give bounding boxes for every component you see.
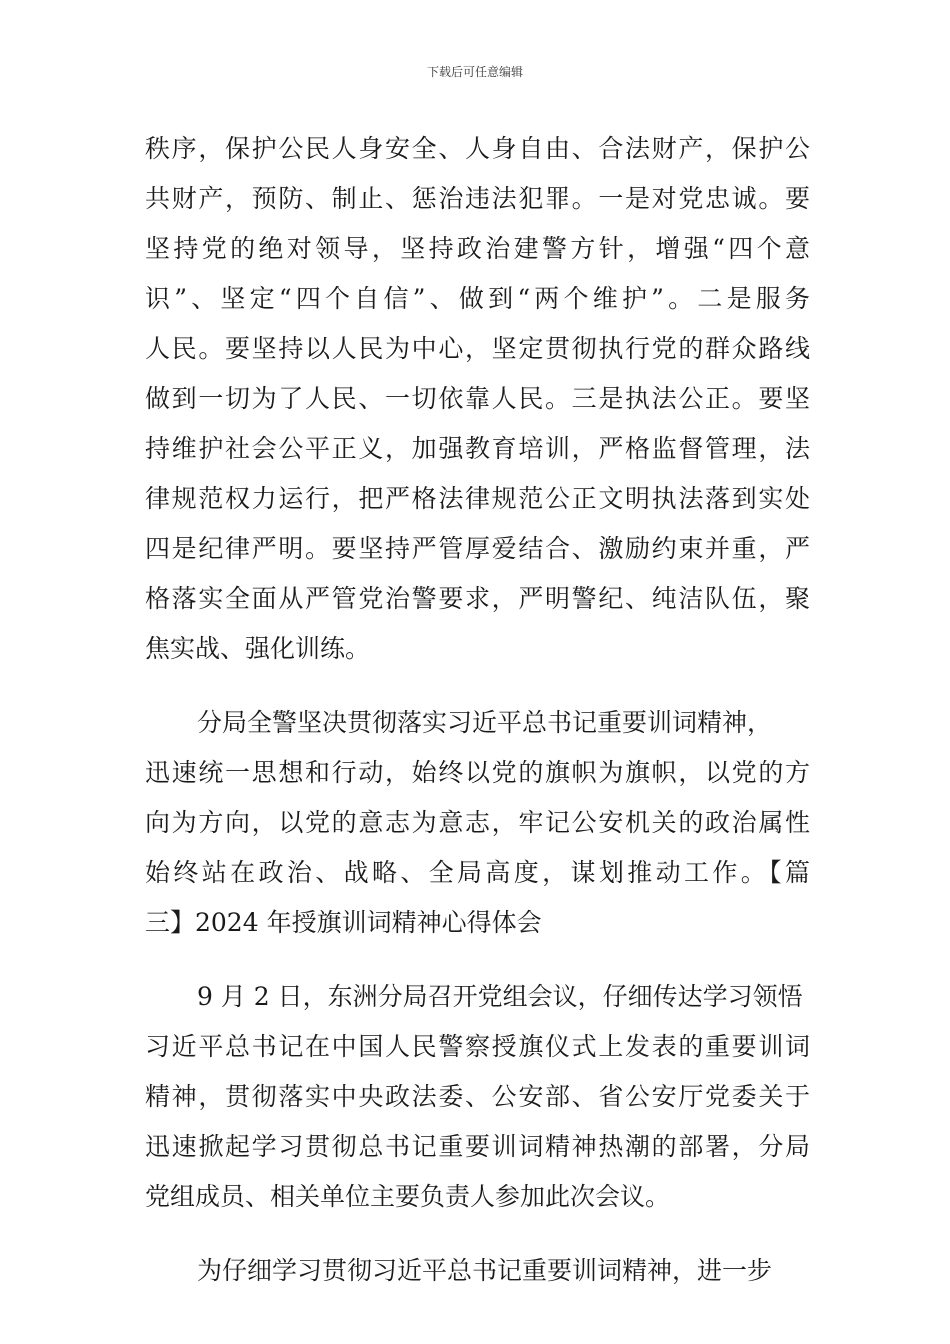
text-line: 始终站在政治、战略、全局高度，谋划推动工作。【篇	[145, 858, 810, 887]
text-line: 持维护社会公平正义，加强教育培训，严格监督管理，法	[145, 434, 810, 463]
text-line: 秩序，保护公民人身安全、人身自由、合法财产，保护公	[145, 134, 810, 163]
text-line: 共财产，预防、制止、惩治违法犯罪。一是对党忠诚。要	[145, 184, 810, 213]
paragraph	[145, 972, 810, 1222]
text-line: 习近平总书记在中国人民警察授旗仪式上发表的重要训词	[145, 1032, 810, 1061]
text-line: 精神，贯彻落实中央政法委、公安部、省公安厅党委关于	[145, 1082, 810, 1111]
text-line: 坚持党的绝对领导，坚持政治建警方针，增强“四个意	[145, 234, 810, 263]
text-line: 格落实全面从严管党治警要求，严明警纪、纯洁队伍，聚	[145, 584, 810, 613]
text-line: 识”、坚定“四个自信”、做到“两个维护”。二是服务	[145, 284, 810, 313]
text-line: 迅速掀起学习贯彻总书记重要训词精神热潮的部署，分局	[145, 1132, 810, 1161]
text-line: 人民。要坚持以人民为中心，坚定贯彻执行党的群众路线	[145, 334, 810, 363]
paragraph	[145, 124, 810, 674]
text-line: 党组成员、相关单位主要负责人参加此次会议。	[145, 1182, 671, 1211]
text-line: 焦实战、强化训练。	[145, 634, 371, 663]
page-header: 下载后可任意编辑	[426, 65, 523, 79]
text-line: 分局全警坚决贯彻落实习近平总书记重要训词精神，	[197, 708, 773, 737]
text-line: 迅速统一思想和行动，始终以党的旗帜为旗帜，以党的方	[145, 758, 810, 787]
paragraph	[145, 1246, 810, 1296]
text-line: 向为方向，以党的意志为意志，牢记公安机关的政治属性	[145, 808, 810, 837]
text-line: 9 月 2 日，东洲分局召开党组会议，仔细传达学习领悟	[197, 982, 803, 1011]
text-line: 四是纪律严明。要坚持严管厚爱结合、激励约束并重，严	[145, 534, 810, 563]
text-line: 做到一切为了人民、一切依靠人民。三是执法公正。要坚	[145, 384, 810, 413]
text-line: 律规范权力运行，把严格法律规范公正文明执法落到实处	[145, 484, 810, 513]
document-body	[145, 124, 810, 1296]
text-line: 为仔细学习贯彻习近平总书记重要训词精神，进一步	[197, 1256, 773, 1285]
text-line: 三】2024 年授旗训词精神心得体会	[145, 908, 542, 937]
paragraph	[145, 698, 810, 948]
